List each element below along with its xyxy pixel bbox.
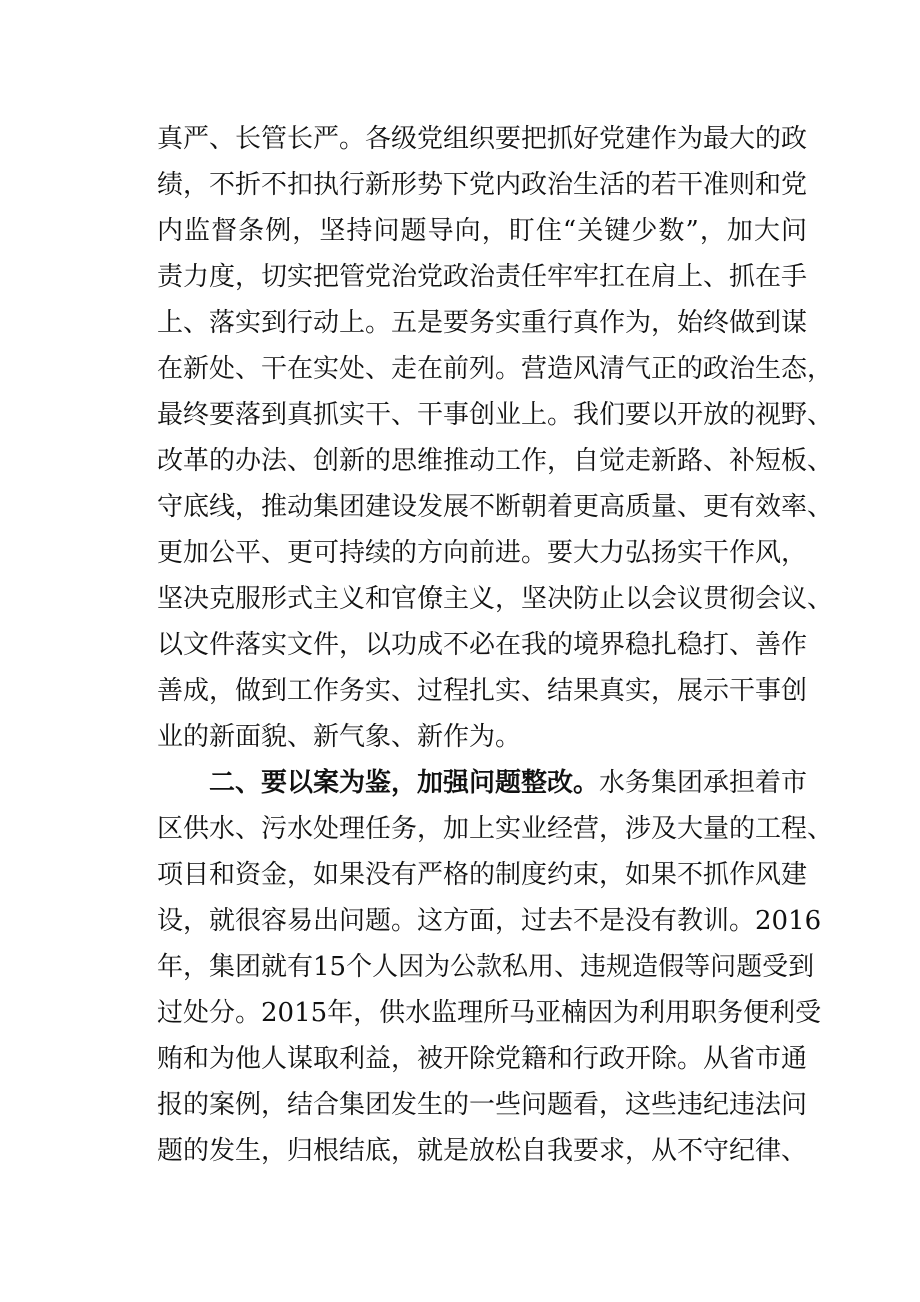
text-line: 业的新面貌、新气象、新作为。 (157, 722, 522, 752)
text-line: 贿和为他人谋取利益，被开除党籍和行政开除。从省市通 (157, 1044, 808, 1074)
text-line: 更加公平、更可持续的方向前进。要大力弘扬实干作风， (157, 538, 808, 568)
text-line: 善成，做到工作务实、过程扎实、结果真实，展示干事创 (157, 676, 808, 706)
text-line: 以文件落实文件，以功成不必在我的境界稳扎稳打、善作 (157, 630, 808, 660)
text-line: 过处分。2015年，供水监理所马亚楠因为利用职务便利受 (157, 998, 822, 1028)
text-line: 设，就很容易出问题。这方面，过去不是没有教训。2016 (157, 906, 822, 936)
text-line: 区供水、污水处理任务，加上实业经营，涉及大量的工程、 (157, 814, 834, 844)
text-line: 真严、长管长严。各级党组织要把抓好党建作为最大的政 (157, 124, 808, 154)
document-body (157, 116, 834, 1174)
text-line: 改革的办法、创新的思维推动工作，自觉走新路、补短板、 (157, 446, 834, 476)
paragraph-2-first-line (157, 760, 807, 806)
text-line: 在新处、干在实处、走在前列。营造风清气正的政治生态， (157, 354, 834, 384)
heading-line-text: 水务集团承担着市 (599, 768, 808, 798)
text-line: 最终要落到真抓实干、干事创业上。我们要以开放的视野、 (157, 400, 834, 430)
text-line: 责力度，切实把管党治党政治责任牢牢扛在肩上、抓在手 (157, 262, 808, 292)
paragraph-1 (157, 116, 834, 760)
text-line: 报的案例，结合集团发生的一些问题看，这些违纪违法问 (157, 1090, 808, 1120)
text-line: 守底线，推动集团建设发展不断朝着更高质量、更有效率、 (157, 492, 834, 522)
text-line: 年，集团就有15个人因为公款私用、违规造假等问题受到 (157, 952, 815, 982)
text-line: 内监督条例，坚持问题导向，盯住“关键少数”，加大问 (157, 216, 807, 246)
text-line: 绩，不折不扣执行新形势下党内政治生活的若干准则和党 (157, 170, 808, 200)
paragraph-2 (157, 760, 834, 1174)
text-line: 题的发生，归根结底，就是放松自我要求，从不守纪律、 (157, 1136, 808, 1166)
text-line: 上、落实到行动上。五是要务实重行真作为，始终做到谋 (157, 308, 808, 338)
text-line: 项目和资金，如果没有严格的制度约束，如果不抓作风建 (157, 860, 808, 890)
text-line: 坚决克服形式主义和官僚主义，坚决防止以会议贯彻会议、 (157, 584, 834, 614)
section-heading: 二、要以案为鉴，加强问题整改。 (209, 768, 600, 798)
